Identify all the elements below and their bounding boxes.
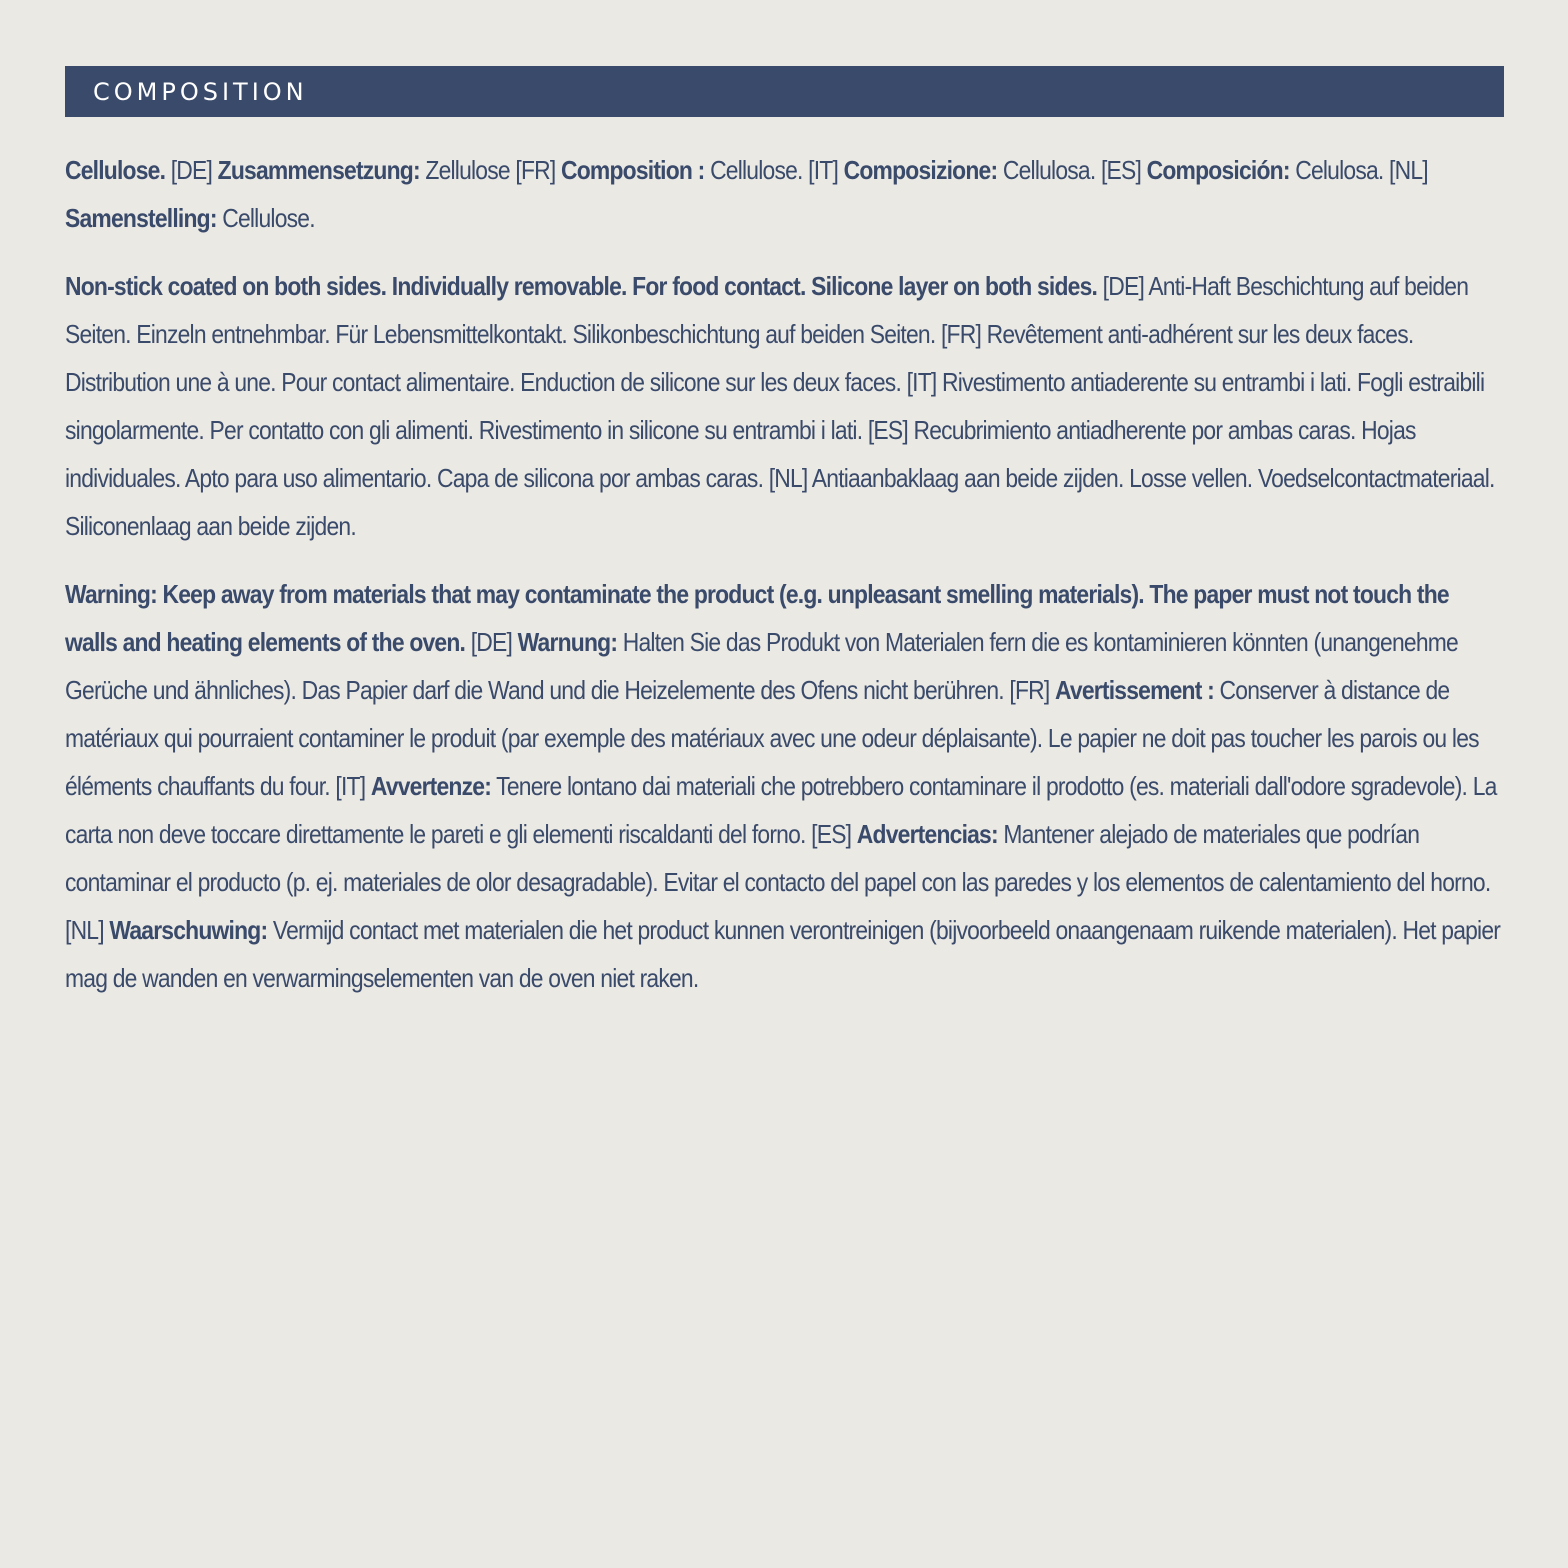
composition-paragraph	[65, 146, 1505, 242]
text-run: Celulosa. [NL]	[1289, 155, 1428, 185]
section-header-bar	[65, 66, 1504, 117]
bold-text-run: Avertissement :	[1055, 675, 1214, 705]
composition-content	[65, 146, 1505, 1002]
text-run: Cellulose. [IT]	[704, 155, 844, 185]
text-run: Cellulose.	[216, 203, 315, 233]
bold-text-run: Avvertenze:	[370, 771, 492, 801]
bold-text-run: Samenstelling:	[65, 203, 217, 233]
bold-text-run: Non-stick coated on both sides. Individually removable. For food contact. Silicone layer on both sides.	[65, 271, 1098, 301]
bold-text-run: Zusammensetzung:	[217, 155, 420, 185]
text-run: Halten Sie das Produkt von Materialen fern die es kontaminieren könnten (unangenehme Gerüche und ähnliches). Das Papier darf die Wand und die Heizelemente des Ofens nicht berühren. [FR]	[65, 627, 1458, 705]
bold-text-run: Warning: Keep away from materials that may contaminate the product (e.g. unpleasant smelling materials). The paper must not touch the walls and heating elements of the oven.	[65, 579, 1449, 657]
bold-text-run: Composición:	[1146, 155, 1290, 185]
text-run: Tenere lontano dai materiali che potrebbero contaminare il prodotto (es. materiali dall'odore sgradevole). La carta non deve toccare direttamente le pareti e gli elementi riscaldanti del forno. [ES]	[65, 771, 1497, 849]
text-run: Mantener alejado de materiales que podrían contaminar el producto (p. ej. materiales de olor desagradable). Evitar el contacto del papel con las paredes y los elementos de calentamiento del horno. [NL]	[65, 819, 1491, 945]
text-run: Vermijd contact met materialen die het product kunnen verontreinigen (bijvoorbeeld onaangenaam ruikende materialen). Het papier mag de wanden en verwarmingselementen van de oven niet raken.	[65, 915, 1501, 993]
warning-paragraph	[65, 570, 1505, 1002]
text-run: [DE] Anti-Haft Beschichtung auf beiden Seiten. Einzeln entnehmbar. Für Lebensmittelkontakt. Silikonbeschichtung auf beiden Seiten. [FR] Revêtement anti-adhérent sur les deux faces. Distribution une à une. Pour contact alimentaire. Enduction de silicone sur les deux faces. [IT] Rivestimento antiaderente su entrambi i lati. Fogli estraibili singolarmente. Per contatto con gli alimenti. Rivestimento in silicone su entrambi i lati. [ES] Recubrimiento antiadherente por ambas caras. Hojas individuales. Apto para uso alimentario. Capa de silicona por ambas caras. [NL] Antiaanbaklaag aan beide zijden. Losse vellen. Voedselcontactmateriaal. Siliconenlaag aan beide zijden.	[65, 271, 1495, 541]
text-run: Zellulose [FR]	[419, 155, 562, 185]
bold-text-run: Cellulose.	[65, 155, 166, 185]
bold-text-run: Composition :	[561, 155, 705, 185]
text-run: [DE]	[465, 627, 518, 657]
text-run: [DE]	[165, 155, 218, 185]
text-run: Conserver à distance de matériaux qui pourraient contaminer le produit (par exemple des matériaux avec une odeur déplaisante). Le papier ne doit pas toucher les parois ou les éléments chauffants du four. [IT]	[65, 675, 1479, 801]
bold-text-run: Waarschuwing:	[109, 915, 268, 945]
text-run: Cellulosa. [ES]	[997, 155, 1147, 185]
bold-text-run: Warnung:	[517, 627, 618, 657]
properties-paragraph	[65, 262, 1505, 550]
bold-text-run: Composizione:	[843, 155, 998, 185]
bold-text-run: Advertencias:	[856, 819, 998, 849]
section-title: COMPOSITION	[93, 77, 308, 106]
